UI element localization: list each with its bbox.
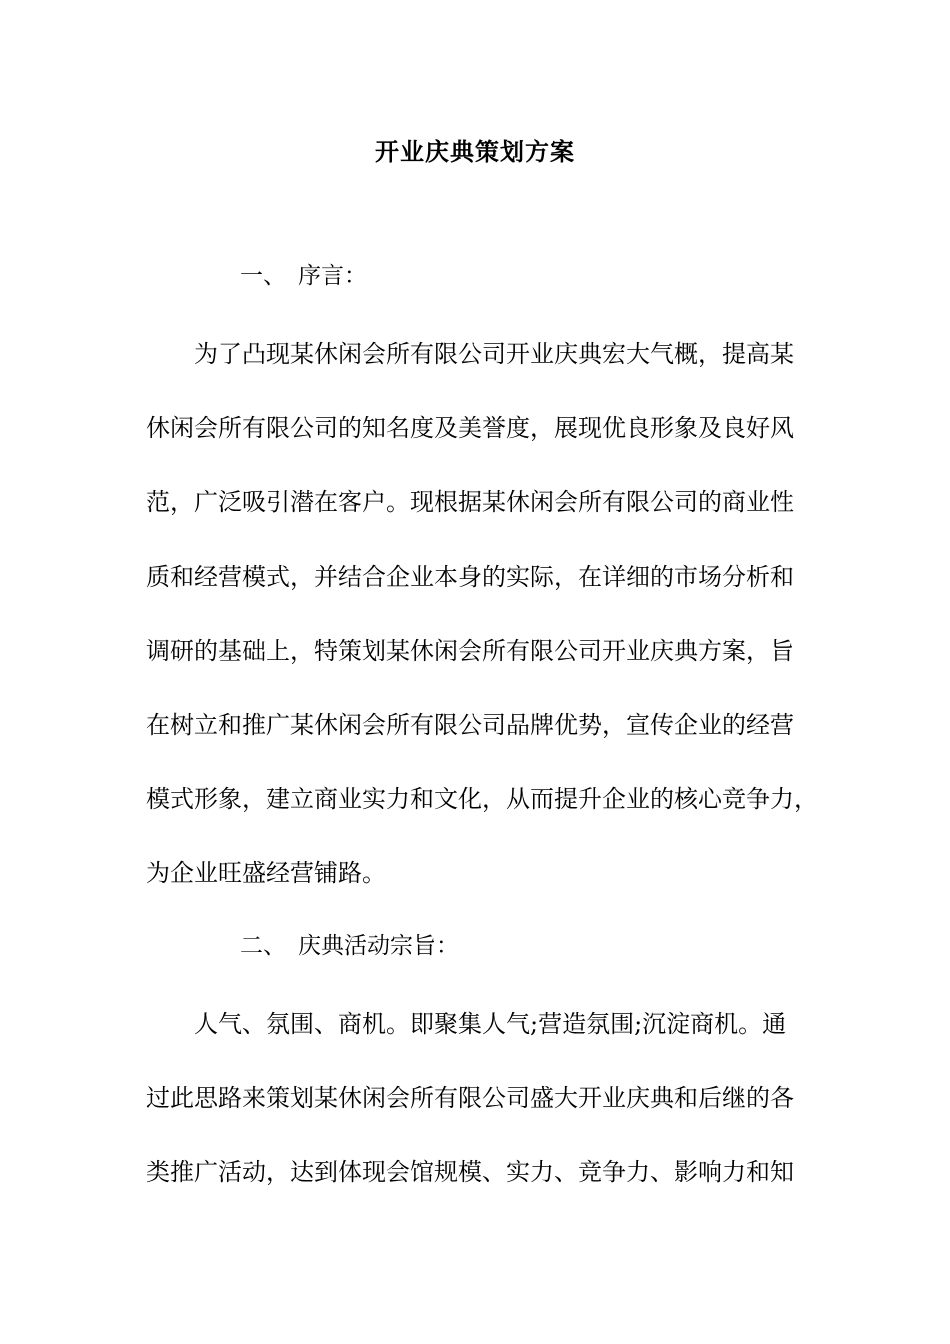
section-heading-text: 庆典活动宗旨： [298, 933, 459, 959]
paragraph-line: 人气、氛围、商机。即聚集人气;营造氛围;沉淀商机。通 [194, 1010, 787, 1038]
section-heading-purpose [240, 930, 459, 962]
section-heading-text: 序言： [298, 263, 367, 289]
section-number: 二、 [240, 933, 286, 959]
document-title: 开业庆典策划方案 [375, 137, 575, 166]
paragraph-line: 质和经营模式，并结合企业本身的实际，在详细的市场分析和 [146, 563, 794, 591]
paragraph-line: 在树立和推广某休闲会所有限公司品牌优势，宣传企业的经营 [146, 711, 794, 739]
paragraph-line: 范，广泛吸引潜在客户。现根据某休闲会所有限公司的商业性 [146, 488, 794, 516]
section-heading-preface [240, 260, 367, 292]
paragraph-line: 为了凸现某休闲会所有限公司开业庆典宏大气概，提高某 [194, 340, 794, 368]
paragraph-line: 过此思路来策划某休闲会所有限公司盛大开业庆典和后继的各 [146, 1084, 794, 1112]
paragraph-line: 模式形象，建立商业实力和文化，从而提升企业的核心竞争力， [146, 785, 818, 813]
paragraph-line: 类推广活动，达到体现会馆规模、实力、竞争力、影响力和知 [146, 1158, 794, 1186]
paragraph-line: 调研的基础上，特策划某休闲会所有限公司开业庆典方案，旨 [146, 637, 794, 665]
paragraph-line: 休闲会所有限公司的知名度及美誉度，展现优良形象及良好风 [146, 414, 794, 442]
paragraph-line: 为企业旺盛经营铺路。 [146, 859, 386, 887]
section-number: 一、 [240, 263, 286, 289]
